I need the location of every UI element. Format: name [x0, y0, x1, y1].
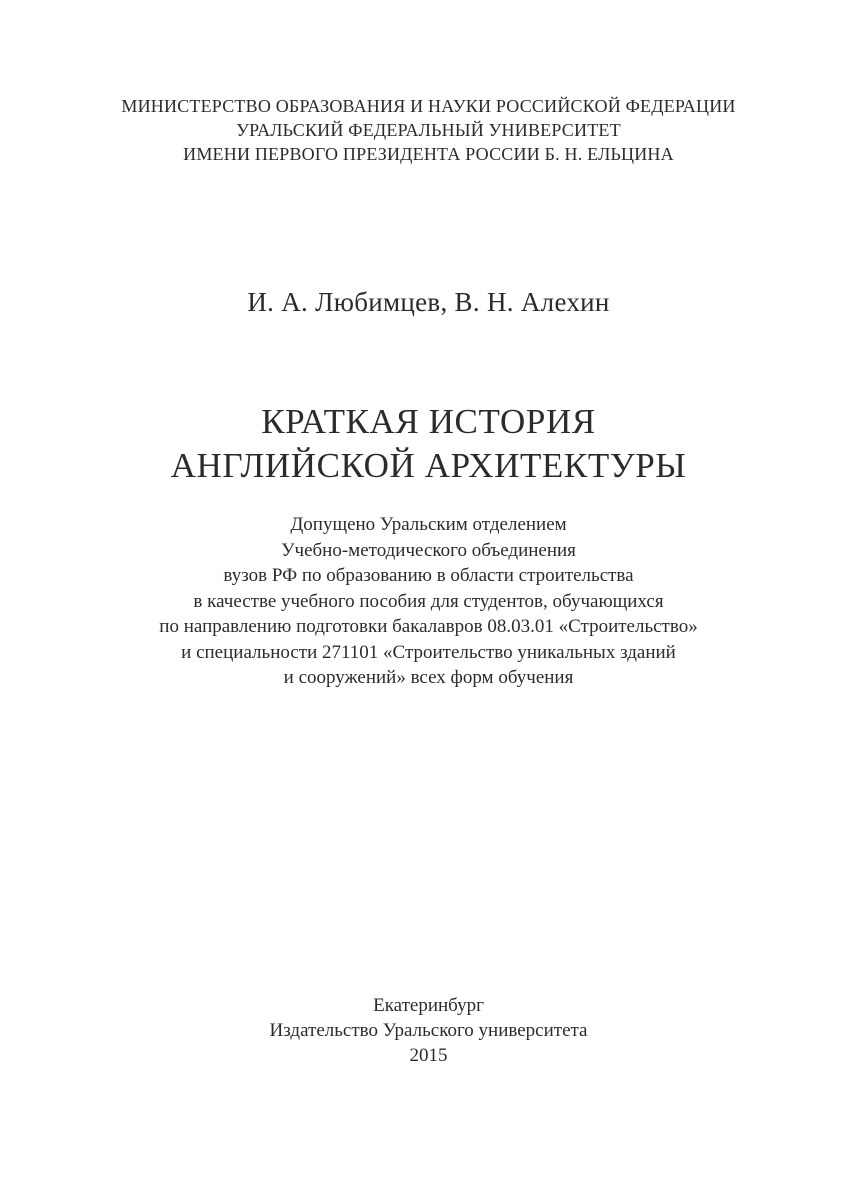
approval-line: по направлению подготовки бакалавров 08.03.01 «Строительство»	[159, 616, 698, 637]
university-name-line: ИМЕНИ ПЕРВОГО ПРЕЗИДЕНТА РОССИИ Б. Н. ЕЛЬЦИНА	[183, 144, 674, 164]
imprint-year: 2015	[409, 1045, 448, 1066]
approval-line: Учебно-методического объединения	[281, 539, 576, 561]
imprint-publisher: Издательство Уральского университета	[269, 1020, 588, 1041]
authors	[0, 285, 857, 319]
authors-line: И. А. Любимцев, В. Н. Алехин	[247, 287, 610, 317]
book-title	[0, 400, 857, 488]
approval-line: вузов РФ по образованию в области строительства	[223, 565, 634, 586]
imprint	[0, 993, 857, 1068]
institution-header	[0, 94, 857, 166]
title-line-1: КРАТКАЯ ИСТОРИЯ	[261, 402, 596, 441]
approval-line: Допущено Уральским отделением	[290, 514, 567, 535]
imprint-city: Екатеринбург	[373, 995, 484, 1016]
ministry-line: МИНИСТЕРСТВО ОБРАЗОВАНИЯ И НАУКИ РОССИЙСКОЙ ФЕДЕРАЦИИ	[121, 96, 736, 116]
approval-statement	[0, 512, 857, 691]
approval-line: и специальности 271101 «Строительство уникальных зданий	[181, 641, 676, 663]
approval-line: и сооружений» всех форм обучения	[283, 667, 574, 688]
title-line-2: АНГЛИЙСКОЙ АРХИТЕКТУРЫ	[170, 446, 687, 485]
approval-line: в качестве учебного пособия для студентов, обучающихся	[193, 590, 664, 612]
university-line: УРАЛЬСКИЙ ФЕДЕРАЛЬНЫЙ УНИВЕРСИТЕТ	[236, 120, 621, 140]
